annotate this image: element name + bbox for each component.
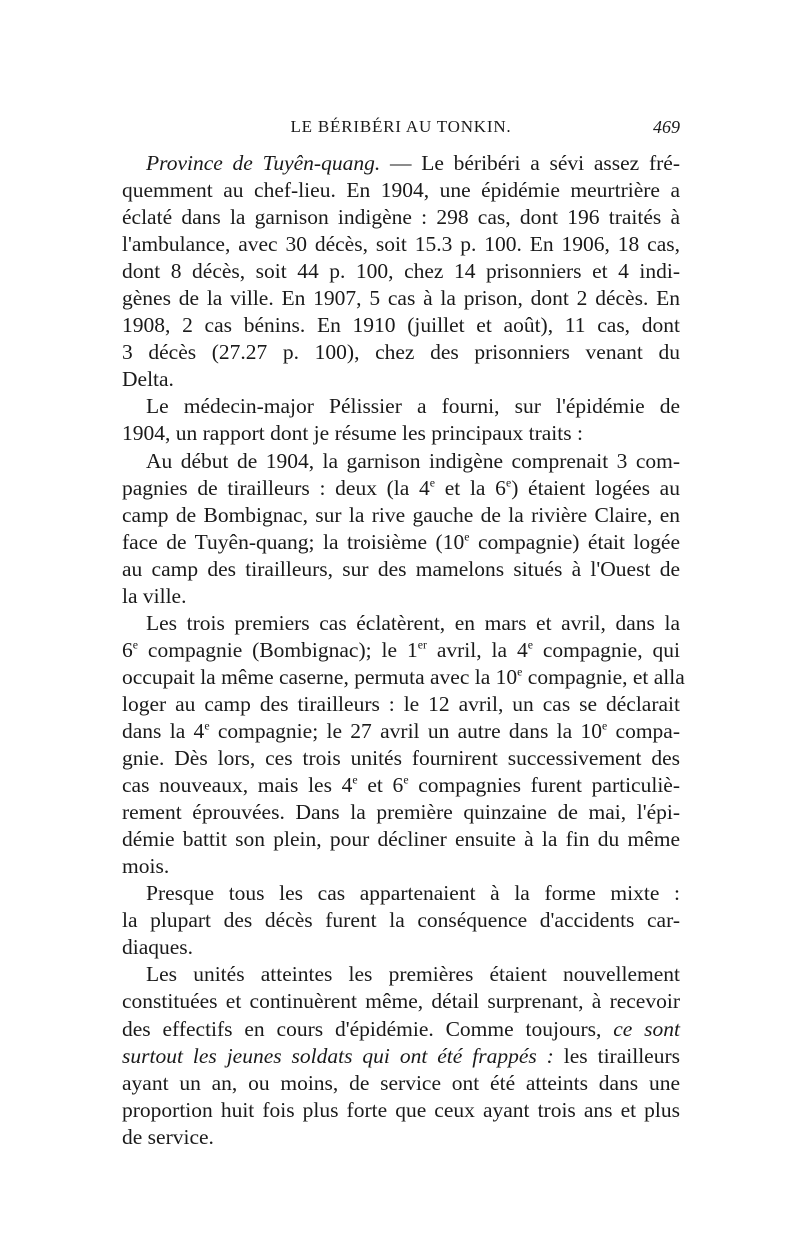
- text-segment: compagnie, et alla: [522, 664, 685, 689]
- text-line: [122, 961, 680, 988]
- text-segment: la plupart des décès furent la conséquence d'accidents car-: [122, 908, 680, 933]
- superscript: e: [517, 664, 523, 679]
- text-line: [122, 1070, 680, 1097]
- text-segment: ce sont: [613, 1016, 680, 1041]
- text-segment: occupait la même caserne, permuta avec la 10: [122, 664, 518, 689]
- text-segment: de service.: [122, 1124, 214, 1149]
- text-line: [122, 231, 680, 258]
- text-segment: Delta.: [122, 367, 174, 392]
- text-segment: gènes de la ville. En 1907, 5 cas à la prison, dont 2 décès. En: [122, 286, 680, 311]
- text-line: [122, 664, 685, 691]
- text-segment: au camp des tirailleurs, sur des mamelons situés à l'Ouest de: [122, 556, 680, 581]
- text-line: [122, 799, 680, 826]
- text-segment: éclaté dans la garnison indigène : 298 cas, dont 196 traités à: [122, 205, 680, 230]
- text-segment: dans la 4: [122, 718, 205, 743]
- text-segment: et la 6: [435, 475, 506, 500]
- text-segment: — Le béribéri a sévi assez fré-: [380, 151, 680, 175]
- paragraph: [122, 610, 685, 880]
- text-segment: cas nouveaux, mais les 4: [122, 773, 353, 798]
- text-line: [122, 718, 680, 745]
- text-segment: la ville.: [122, 583, 187, 608]
- page-number: 469: [653, 117, 680, 137]
- superscript: e: [464, 529, 470, 544]
- text-line: [122, 339, 680, 366]
- text-segment: constituées et continuèrent même, détail surprenant, à recevoir: [122, 989, 680, 1014]
- text-segment: compagnie, qui: [532, 637, 680, 662]
- text-line: [122, 1043, 680, 1070]
- text-segment: 1904, un rapport dont je résume les principaux traits :: [122, 421, 583, 446]
- text-segment: Au début de 1904, la garnison indigène comprenait 3 com-: [146, 448, 680, 473]
- text-line: [122, 1016, 680, 1043]
- text-segment: 6: [122, 637, 133, 662]
- superscript: e: [403, 772, 409, 787]
- text-segment: Province de Tuyên-quang.: [146, 151, 381, 175]
- running-title: LE BÉRIBÉRI AU TONKIN.: [290, 117, 512, 136]
- text-line: [122, 1097, 680, 1124]
- paragraph: [122, 393, 680, 447]
- paragraph: [122, 448, 680, 610]
- text-segment: Les unités atteintes les premières étaient nouvellement: [146, 962, 680, 987]
- text-segment: diaques.: [122, 935, 194, 960]
- text-line: [122, 853, 680, 880]
- text-line: [122, 1124, 680, 1151]
- text-line: [122, 502, 680, 529]
- text-line: [122, 393, 680, 420]
- text-line: [122, 312, 680, 339]
- text-line: [122, 529, 680, 556]
- text-segment: Le médecin-major Pélissier a fourni, sur l'épidémie de: [146, 394, 680, 419]
- text-line: [122, 637, 680, 664]
- text-line: [122, 285, 680, 312]
- text-line: [122, 826, 680, 853]
- superscript: e: [429, 475, 436, 490]
- text-segment: compagnie; le 27 avril un autre dans la 10: [209, 718, 602, 743]
- text-line: [122, 583, 680, 610]
- text-segment: pagnies de tirailleurs : deux (la 4: [122, 475, 430, 500]
- superscript: e: [132, 637, 138, 652]
- text-line: [122, 610, 680, 637]
- text-segment: 1908, 2 cas bénins. En 1910 (juillet et août), 11 cas, dont: [122, 313, 680, 338]
- text-segment: face de Tuyên-quang; la troisième (10: [122, 529, 465, 554]
- text-segment: démie battit son plein, pour décliner ensuite à la fin du même: [122, 827, 680, 852]
- text-segment: compagnies furent particuliè-: [408, 773, 680, 798]
- text-line: [122, 907, 680, 934]
- text-segment: proportion huit fois plus forte que ceux ayant trois ans et plus: [122, 1097, 680, 1122]
- text-segment: Presque tous les cas appartenaient à la forme mixte :: [146, 881, 680, 906]
- text-line: [122, 556, 680, 583]
- paragraph: [122, 961, 680, 1150]
- text-segment: compa-: [607, 718, 681, 743]
- superscript: e: [505, 475, 512, 490]
- text-line: [122, 475, 680, 502]
- text-segment: ) étaient logées au: [511, 475, 680, 500]
- superscript: er: [417, 637, 427, 652]
- text-segment: camp de Bombignac, sur la rive gauche de la rivière Claire, en: [122, 502, 680, 527]
- paragraph: [122, 150, 680, 393]
- text-line: [122, 258, 680, 285]
- text-segment: 3 décès (27.27 p. 100), chez des prisonniers venant du: [122, 340, 680, 365]
- text-line: [122, 880, 680, 907]
- text-segment: ayant un an, ou moins, de service ont été atteints dans une: [122, 1070, 680, 1095]
- text-segment: loger au camp des tirailleurs : le 12 avril, un cas se déclarait: [122, 691, 680, 716]
- text-line: [122, 366, 680, 393]
- text-segment: les tirailleurs: [553, 1043, 680, 1068]
- body-text: [122, 150, 685, 1151]
- text-segment: rement éprouvées. Dans la première quinzaine de mai, l'épi-: [122, 800, 680, 825]
- text-line: [122, 988, 680, 1015]
- text-segment: compagnie (Bombignac); le 1: [138, 637, 418, 662]
- text-line: [122, 448, 680, 475]
- superscript: e: [601, 718, 608, 733]
- text-line: [122, 204, 680, 231]
- superscript: e: [204, 718, 210, 733]
- text-line: [122, 934, 680, 961]
- superscript: e: [352, 772, 358, 787]
- text-segment: dont 8 décès, soit 44 p. 100, chez 14 prisonniers et 4 indi-: [122, 259, 680, 284]
- superscript: e: [527, 637, 533, 652]
- text-segment: Les trois premiers cas éclatèrent, en mars et avril, dans la: [146, 610, 680, 635]
- running-head: [122, 117, 680, 143]
- text-segment: des effectifs en cours d'épidémie. Comme toujours,: [122, 1016, 614, 1041]
- text-line: [122, 150, 680, 177]
- text-segment: quemment au chef-lieu. En 1904, une épidémie meurtrière a: [122, 178, 680, 203]
- text-segment: mois.: [122, 854, 170, 879]
- text-segment: et 6: [357, 773, 404, 798]
- text-segment: avril, la 4: [426, 637, 528, 662]
- text-segment: l'ambulance, avec 30 décès, soit 15.3 p. 100. En 1906, 18 cas,: [122, 232, 680, 257]
- text-line: [122, 772, 680, 799]
- text-segment: surtout les jeunes soldats qui ont été frappés :: [122, 1043, 554, 1068]
- text-line: [122, 745, 680, 772]
- paragraph: [122, 880, 680, 961]
- text-segment: compagnie) était logée: [469, 529, 680, 554]
- text-line: [122, 691, 680, 718]
- text-line: [122, 420, 680, 447]
- text-segment: gnie. Dès lors, ces trois unités fournirent successivement des: [122, 746, 680, 771]
- text-line: [122, 177, 680, 204]
